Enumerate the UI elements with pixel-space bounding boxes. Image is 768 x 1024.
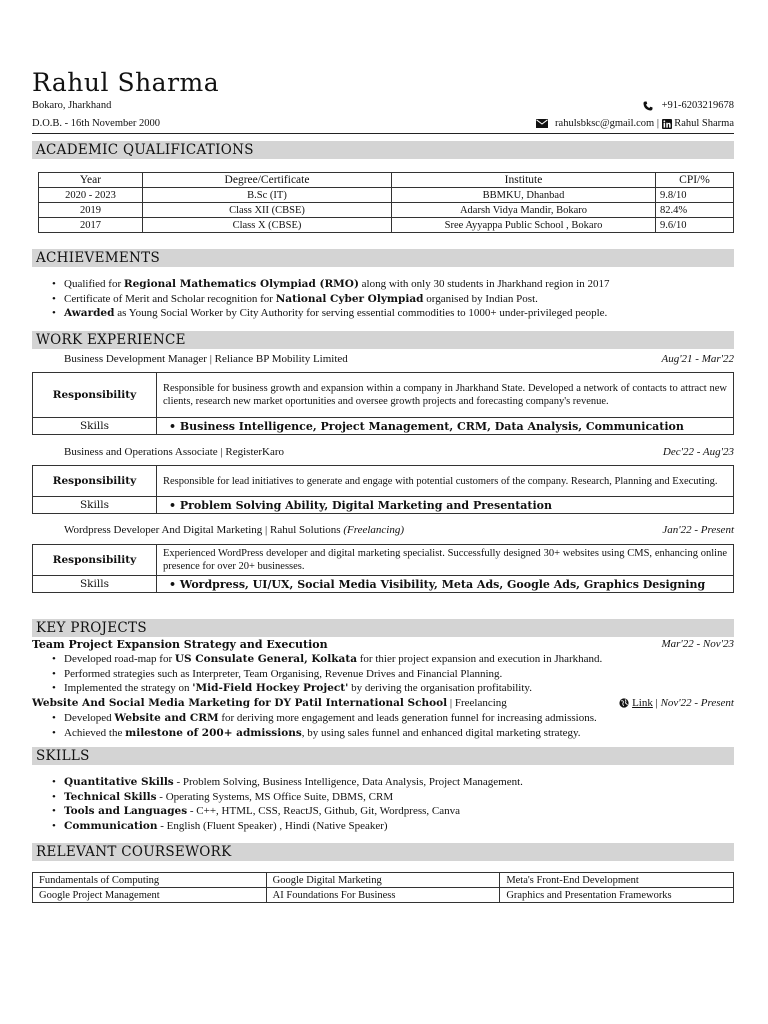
responsibility-label: Responsibility bbox=[33, 466, 157, 497]
table-row bbox=[33, 888, 734, 903]
table-cell: Fundamentals of Computing bbox=[33, 873, 267, 888]
linkedin-link[interactable]: Rahul Sharma bbox=[674, 118, 734, 129]
list-item: • Technical Skills - Operating Systems, MS Office Suite, DBMS, CRM bbox=[50, 790, 523, 805]
skills-text: • Business Intelligence, Project Management, CRM, Data Analysis, Communication bbox=[157, 418, 734, 435]
responsibility-text: Experienced WordPress developer and digital marketing specialist. Successfully designed 30+ websites using CMS, enhancing online presence for over 20+ businesses. bbox=[157, 545, 734, 576]
table-row bbox=[33, 418, 734, 435]
contact-separator: | bbox=[656, 118, 659, 129]
coursework-table bbox=[32, 872, 734, 903]
header-divider bbox=[32, 133, 734, 134]
job-title: Wordpress Developer And Digital Marketing bbox=[64, 524, 263, 536]
location: Bokaro, Jharkhand bbox=[32, 100, 112, 111]
section-achievements: ACHIEVEMENTS bbox=[32, 249, 734, 267]
table-row bbox=[39, 188, 734, 203]
email-link[interactable]: rahulsbksc@gmail.com bbox=[555, 118, 655, 129]
table-cell: Class X (CBSE) bbox=[143, 218, 392, 233]
skills-text: • Wordpress, UI/UX, Social Media Visibility, Meta Ads, Google Ads, Graphics Designing bbox=[157, 576, 734, 593]
job-title: Business Development Manager bbox=[64, 353, 207, 365]
table-cell: Class XII (CBSE) bbox=[143, 203, 392, 218]
skills-text: • Problem Solving Ability, Digital Marketing and Presentation bbox=[157, 497, 734, 514]
project-title: Website And Social Media Marketing for DY Patil International School | Freelancing bbox=[32, 697, 507, 709]
table-cell: BBMKU, Dhanbad bbox=[392, 188, 656, 203]
date-of-birth: D.O.B. - 16th November 2000 bbox=[32, 118, 161, 129]
table-cell: Google Project Management bbox=[33, 888, 267, 903]
table-cell: 82.4% bbox=[656, 203, 734, 218]
list-item: • Performed strategies such as Interpreter, Team Organising, Revenue Drives and Financial Planning. bbox=[50, 667, 602, 682]
project-bullets bbox=[50, 652, 602, 696]
academic-table bbox=[38, 172, 734, 233]
achievements-list bbox=[50, 277, 609, 321]
skills-list bbox=[50, 775, 523, 833]
job-date: Aug'21 - Mar'22 bbox=[661, 353, 734, 365]
project-bullets bbox=[50, 711, 597, 740]
job-title-line: Wordpress Developer And Digital Marketing | Rahul Solutions (Freelancing) bbox=[64, 524, 405, 536]
table-cell: Sree Ayyappa Public School , Bokaro bbox=[392, 218, 656, 233]
table-cell: 2017 bbox=[39, 218, 143, 233]
table-row bbox=[39, 203, 734, 218]
job-table bbox=[32, 465, 734, 514]
section-coursework: RELEVANT COURSEWORK bbox=[32, 843, 734, 861]
project-title: Team Project Expansion Strategy and Execution bbox=[32, 638, 328, 651]
list-item: • Implemented the strategy on 'Mid-Field Hockey Project' by deriving the organisation profitability. bbox=[50, 681, 602, 696]
table-cell: 9.6/10 bbox=[656, 218, 734, 233]
section-work: WORK EXPERIENCE bbox=[32, 331, 734, 349]
academic-header: Degree/Certificate bbox=[143, 173, 392, 188]
project-date-line: Link | Nov'22 - Present bbox=[619, 697, 734, 709]
responsibility-label: Responsibility bbox=[33, 373, 157, 418]
list-item: • Quantitative Skills - Problem Solving, Business Intelligence, Data Analysis, Project Management. bbox=[50, 775, 523, 790]
job-title: Business and Operations Associate bbox=[64, 446, 218, 458]
responsibility-label: Responsibility bbox=[33, 545, 157, 576]
list-item: • Developed Website and CRM for deriving more engagement and leads generation funnel for increasing admissions. bbox=[50, 711, 597, 726]
responsibility-text: Responsible for business growth and expansion within a company in Jharkhand State. Developed a network of contacts to attract new clients, research new market oportunities and oversee growth projects and forecasting company's revenue. bbox=[157, 373, 734, 418]
job-company: Rahul Solutions bbox=[270, 524, 341, 536]
envelope-icon bbox=[536, 119, 548, 128]
job-title-line: Business and Operations Associate | RegisterKaro bbox=[64, 446, 285, 458]
globe-icon bbox=[619, 698, 629, 708]
linkedin-icon bbox=[662, 119, 672, 129]
academic-header: Institute bbox=[392, 173, 656, 188]
list-item: • Qualified for Regional Mathematics Olympiad (RMO) along with only 30 students in Jharkhand region in 2017 bbox=[50, 277, 609, 292]
skills-label: Skills bbox=[33, 497, 157, 514]
project-date: Mar'22 - Nov'23 bbox=[661, 638, 734, 650]
contact-line bbox=[536, 118, 734, 129]
phone-icon bbox=[643, 101, 653, 111]
job-title-line: Business Development Manager | Reliance BP Mobility Limited bbox=[64, 353, 348, 365]
list-item: • Developed road-map for US Consulate General, Kolkata for thier project expansion and execution in Jharkhand. bbox=[50, 652, 602, 667]
job-note: (Freelancing) bbox=[343, 524, 405, 536]
list-item: • Tools and Languages - C++, HTML, CSS, ReactJS, Github, Git, Wordpress, Canva bbox=[50, 804, 523, 819]
table-cell: Graphics and Presentation Frameworks bbox=[500, 888, 734, 903]
table-row bbox=[33, 873, 734, 888]
table-cell: Google Digital Marketing bbox=[266, 873, 500, 888]
skills-label: Skills bbox=[33, 576, 157, 593]
list-item: • Awarded as Young Social Worker by City Authority for serving essential commodities to 1000+ under-privileged people. bbox=[50, 306, 609, 321]
job-table bbox=[32, 372, 734, 435]
table-cell: 2019 bbox=[39, 203, 143, 218]
table-cell: 2020 - 2023 bbox=[39, 188, 143, 203]
table-cell: B.Sc (IT) bbox=[143, 188, 392, 203]
job-company: Reliance BP Mobility Limited bbox=[214, 353, 348, 365]
table-row bbox=[33, 466, 734, 497]
section-academic: ACADEMIC QUALIFICATIONS bbox=[32, 141, 734, 159]
candidate-name: Rahul Sharma bbox=[32, 68, 220, 97]
academic-header-row bbox=[39, 173, 734, 188]
list-item: • Communication - English (Fluent Speaker) , Hindi (Native Speaker) bbox=[50, 819, 523, 834]
table-row bbox=[39, 218, 734, 233]
skills-label: Skills bbox=[33, 418, 157, 435]
job-date: Jan'22 - Present bbox=[662, 524, 734, 536]
table-row bbox=[33, 576, 734, 593]
table-cell: Meta's Front-End Development bbox=[500, 873, 734, 888]
list-item: • Achieved the milestone of 200+ admissions, by using sales funnel and enhanced digital marketing strategy. bbox=[50, 726, 597, 741]
project-link[interactable]: Link bbox=[632, 697, 653, 709]
table-cell: Adarsh Vidya Mandir, Bokaro bbox=[392, 203, 656, 218]
job-company: RegisterKaro bbox=[225, 446, 285, 458]
phone-line bbox=[643, 100, 734, 111]
table-row bbox=[33, 497, 734, 514]
project-date: Nov'22 - Present bbox=[660, 697, 734, 709]
list-item: • Certificate of Merit and Scholar recognition for National Cyber Olympiad organised by Indian Post. bbox=[50, 292, 609, 307]
table-row bbox=[33, 373, 734, 418]
academic-header: CPI/% bbox=[656, 173, 734, 188]
job-date: Dec'22 - Aug'23 bbox=[662, 446, 734, 458]
section-skills: SKILLS bbox=[32, 747, 734, 765]
academic-header: Year bbox=[39, 173, 143, 188]
table-row bbox=[33, 545, 734, 576]
phone-number[interactable]: +91-6203219678 bbox=[661, 100, 734, 111]
section-projects: KEY PROJECTS bbox=[32, 619, 734, 637]
responsibility-text: Responsible for lead initiatives to generate and engage with potential customers of the company. Research, Planning and Executing. bbox=[157, 466, 734, 497]
table-cell: AI Foundations For Business bbox=[266, 888, 500, 903]
job-table bbox=[32, 544, 734, 593]
table-cell: 9.8/10 bbox=[656, 188, 734, 203]
